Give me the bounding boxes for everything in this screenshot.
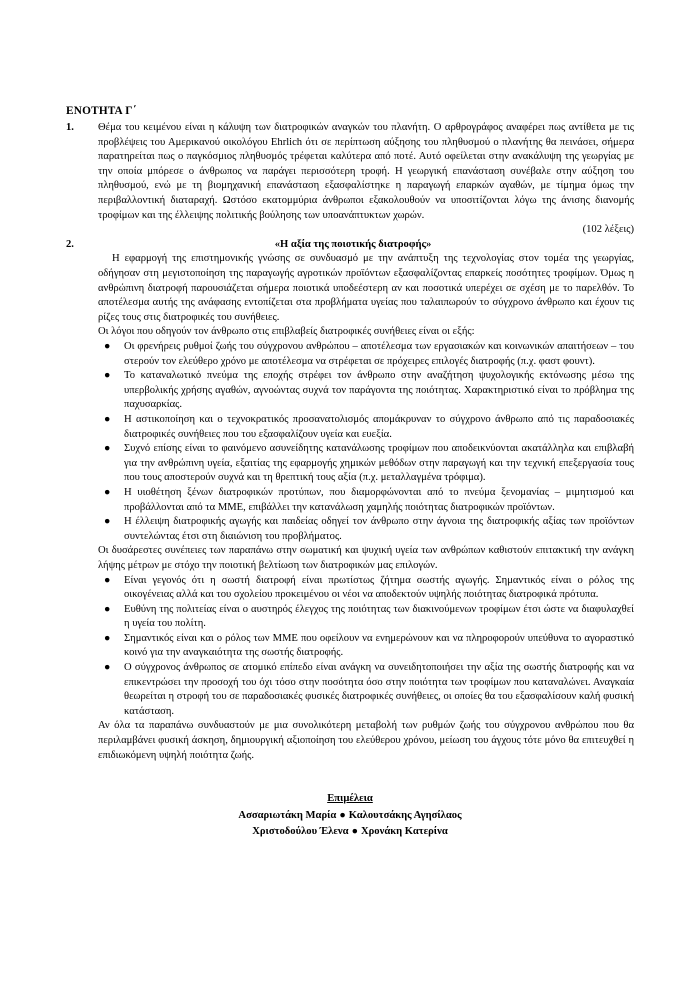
list-item — [98, 603, 634, 632]
list-item — [98, 442, 634, 486]
causes-lead-in: Οι λόγοι που οδηγούν τον άνθρωπο στις επιβλαβείς διατροφικές συνήθειες είναι οι εξής: — [98, 326, 475, 338]
essay-intro-paragraph: Η εφαρμογή της επιστημονικής γνώσης σε συνδυασμό με την ανάπτυξη της τεχνολογίας στον τομέα της γεωργίας, οδήγησαν στη μεγιστοποίηση της παραγωγής αγροτικών προϊόντων εξασφαλίζοντας επαρκείς ποσότητες τροφίμων. Όμως η ανθρώπινη διατροφή παρουσιάζεται σήμερα ποιοτικά υποδεέστερη αν και ποσοτικά υπερέχει σε σχέση με το παρελθόν. Το αποτέλεσμα αυτής της ανάφασης εντοπίζεται στα προβλήματα υγείας που ταλαιπωρούν το σύγχρονο άνθρωπο και έχουν τις ρίζες τους στις διατροφικές του συνήθειες. — [98, 253, 634, 323]
item-2-number: 2. — [66, 238, 74, 250]
list-item — [98, 661, 634, 719]
signature-block — [66, 791, 634, 840]
list-item — [98, 632, 634, 661]
list-item-text: Συχνό επίσης είναι το φαινόμενο ασυνείδητης κατανάλωσης τροφίμων που αποδεικνύονται ακατάλληλα και επιβλαβή για την ανθρώπινη υγεία, εξαιτίας της εφαρμογής χημικών μεθόδων στην παραγωγή και την τεχνική επεξεργασία τους που τους αποστερούν συχνά και τη θρεπτική τους αξία (π.χ. μεταλλαγμένα τρόφιμα). — [124, 443, 634, 484]
measures-list — [98, 574, 634, 720]
name-separator-icon: ● — [351, 826, 358, 838]
document-body — [66, 104, 634, 840]
bullet-icon: ● — [104, 413, 111, 425]
list-item — [98, 413, 634, 442]
list-item — [98, 486, 634, 515]
name-separator-icon: ● — [339, 810, 346, 822]
bullet-icon: ● — [104, 370, 111, 382]
author-name: Ασσαριωτάκη Μαρία — [238, 810, 337, 822]
list-item-text: Ευθύνη της πολιτείας είναι ο αυστηρός έλεγχος της ποιότητας των διακινούμενων τροφίμων έτσι ώστε να διαφυλαχθεί η υγεία του πολίτη. — [124, 603, 634, 630]
list-item-text: Ο σύγχρονος άνθρωπος σε ατομικό επίπεδο είναι ανάγκη να συνειδητοποιήσει την αξία της σωστής διατροφής και να επικεντρώσει την προσοχή του όχι τόσο στην ποσότητα όσο στην ποιότητα των τροφίμων που καταναλώνει. Αναγκαία θεωρείται η στροφή του σε παραδοσιακές φυσικές διατροφικές συνήθειες, οι οποίες θα του εξασφαλίσουν καλή φυσική κατάσταση. — [124, 662, 634, 717]
causes-list — [98, 340, 634, 544]
bullet-icon: ● — [104, 443, 111, 455]
word-count-note: (102 λέξεις) — [582, 224, 634, 236]
bullet-icon: ● — [104, 341, 111, 353]
measures-lead-in: Οι δυσάρεστες συνέπειες των παραπάνω στην σωματική και ψυχική υγεία των ανθρώπων καθιστούν επιτακτική την ανάγκη λήψης μέτρων με στόχο την ποιοτική βελτίωση των διατροφικών μας επιλογών. — [98, 545, 634, 571]
list-item — [98, 340, 634, 369]
page-title: ΕΝΟΤΗΤΑ Γ΄ — [66, 105, 137, 117]
author-name: Χρονάκη Κατερίνα — [360, 826, 448, 838]
list-item-text: Οι φρενήρεις ρυθμοί ζωής του σύγχρονου ανθρώπου – αποτέλεσμα των εργασιακών και κοινωνικών απαιτήσεων – του στερούν τον ελεύθερο χρόνο με αποτέλεσμα να στρέφεται σε πρόχειρες επιλογές διατροφής (π.χ. φαστ φουντ). — [124, 341, 634, 367]
list-item-text: Σημαντικός είναι και ο ρόλος των ΜΜΕ που οφείλουν να ενημερώνουν και να πληροφορούν υπεύθυνα το αγοραστικό κοινό για την αναγκαιότητα της σωστής διατροφής. — [124, 632, 634, 659]
signature-heading: Επιμέλεια — [327, 793, 373, 805]
bullet-icon: ● — [104, 486, 111, 498]
author-name: Χριστοδούλου Έλενα — [252, 826, 349, 838]
essay-conclusion: Αν όλα τα παραπάνω συνδυαστούν με μια συνολικότερη μεταβολή των ρυθμών ζωής του σύγχρονου ανθρώπου που θα περιλαμβάνει φυσική άσκηση, δημιουργική αξιοποίηση του ελεύθερου χρόνου, μείωση του άγχους τότε μόνο θα επιτευχθεί η επιδιωκόμενη υψηλή ποιότητα ζωής. — [98, 720, 634, 761]
list-item — [98, 515, 634, 544]
list-item-text: Είναι γεγονός ότι η σωστή διατροφή είναι πρωτίστως ζήτημα σωστής αγωγής. Σημαντικός είναι ο ρόλος της οικογένειας αλλά και του σχολείου προκειμένου οι νέοι να αποδεκτούν υψηλής ποιότητας διατροφικά πρότυπα. — [124, 574, 634, 601]
numbered-item-1 — [66, 121, 634, 238]
author-name: Καλουτσάκης Αγησίλαος — [348, 810, 462, 822]
list-item-text: Η αστικοποίηση και ο τεχνοκρατικός προσανατολισμός απομάκρυναν το σύγχρονο άνθρωπο από τις παραδοσιακές διατροφικές συνήθειες που του εξασφαλίζουν υγεία και ευεξία. — [124, 413, 634, 440]
list-item — [98, 574, 634, 603]
signature-line-2 — [66, 824, 634, 840]
bullet-icon: ● — [104, 632, 111, 644]
bullet-icon: ● — [104, 516, 111, 528]
list-item-text: Η έλλειψη διατροφικής αγωγής και παιδείας οδηγεί τον άνθρωπο στην άγνοια της διατροφικής αξίας των προϊόντων συντελώντας έτσι στη διαιώνιση του προβλήματος. — [124, 516, 634, 542]
list-item-text: Η υιοθέτηση ξένων διατροφικών προτύπων, που διαμορφώνονται από το πνεύμα ξενομανίας – μιμητισμού και προβάλλονται από τα ΜΜΕ, επιβάλλει την κατανάλωση χαμηλής ποιότητας διατροφικών προϊόντων. — [124, 486, 634, 513]
signature-line-1 — [66, 808, 634, 824]
list-item-text: Το καταναλωτικό πνεύμα της εποχής στρέφει τον άνθρωπο στην αναζήτηση ψυχολογικής εκτόνωσης μέσω της υπερβολικής χρήσης αγαθών, αγνοώντας συχνά τον παράγοντα της ποιότητας. Χαρακτηριστικό είναι το πρόβλημα της παχυσαρκίας. — [124, 370, 634, 411]
item-1-paragraph: Θέμα του κειμένου είναι η κάλυψη των διατροφικών αναγκών του πλανήτη. Ο αρθρογράφος αναφέρει πως αντίθετα με τις προβλέψεις του Αμερικανού οικολόγου Ehrlich ότι σε περίπτωση αύξησης του πληθυσμού ο πλανήτης θα πεινάσει, σήμερα παρατηρείται πως ο παγκόσμιος πληθυσμός τρέφεται καλύτερα από ποτέ. Αυτό οφείλεται στην ανακάλυψη της γεωργίας με την οποία μπόρεσε ο άνθρωπος να παράγει περισσότερη τροφή. Η γεωργική επανάσταση συνέβαλε στην αύξηση του πληθυσμού, ενώ με τη βιομηχανική επανάσταση εξασφαλίστηκε η παραγωγή επαρκών αγαθών, με τίμημα όμως την περιβαλλοντική διαταραχή. Ωστόσο εκατομμύρια άνθρωποι εξακολουθούν να υποσιτίζονται λόγω της άνισης διανομής τροφίμων και της έλλειψης πολιτικής βούλησης των υποανάπτυκτων χωρών. — [98, 122, 634, 221]
numbered-item-2 — [66, 238, 634, 763]
item-1-number: 1. — [66, 122, 74, 134]
bullet-icon: ● — [104, 603, 111, 615]
bullet-icon: ● — [104, 574, 111, 586]
bullet-icon: ● — [104, 662, 111, 674]
essay-title: «Η αξία της ποιοτικής διατροφής» — [274, 238, 432, 250]
list-item — [98, 369, 634, 413]
